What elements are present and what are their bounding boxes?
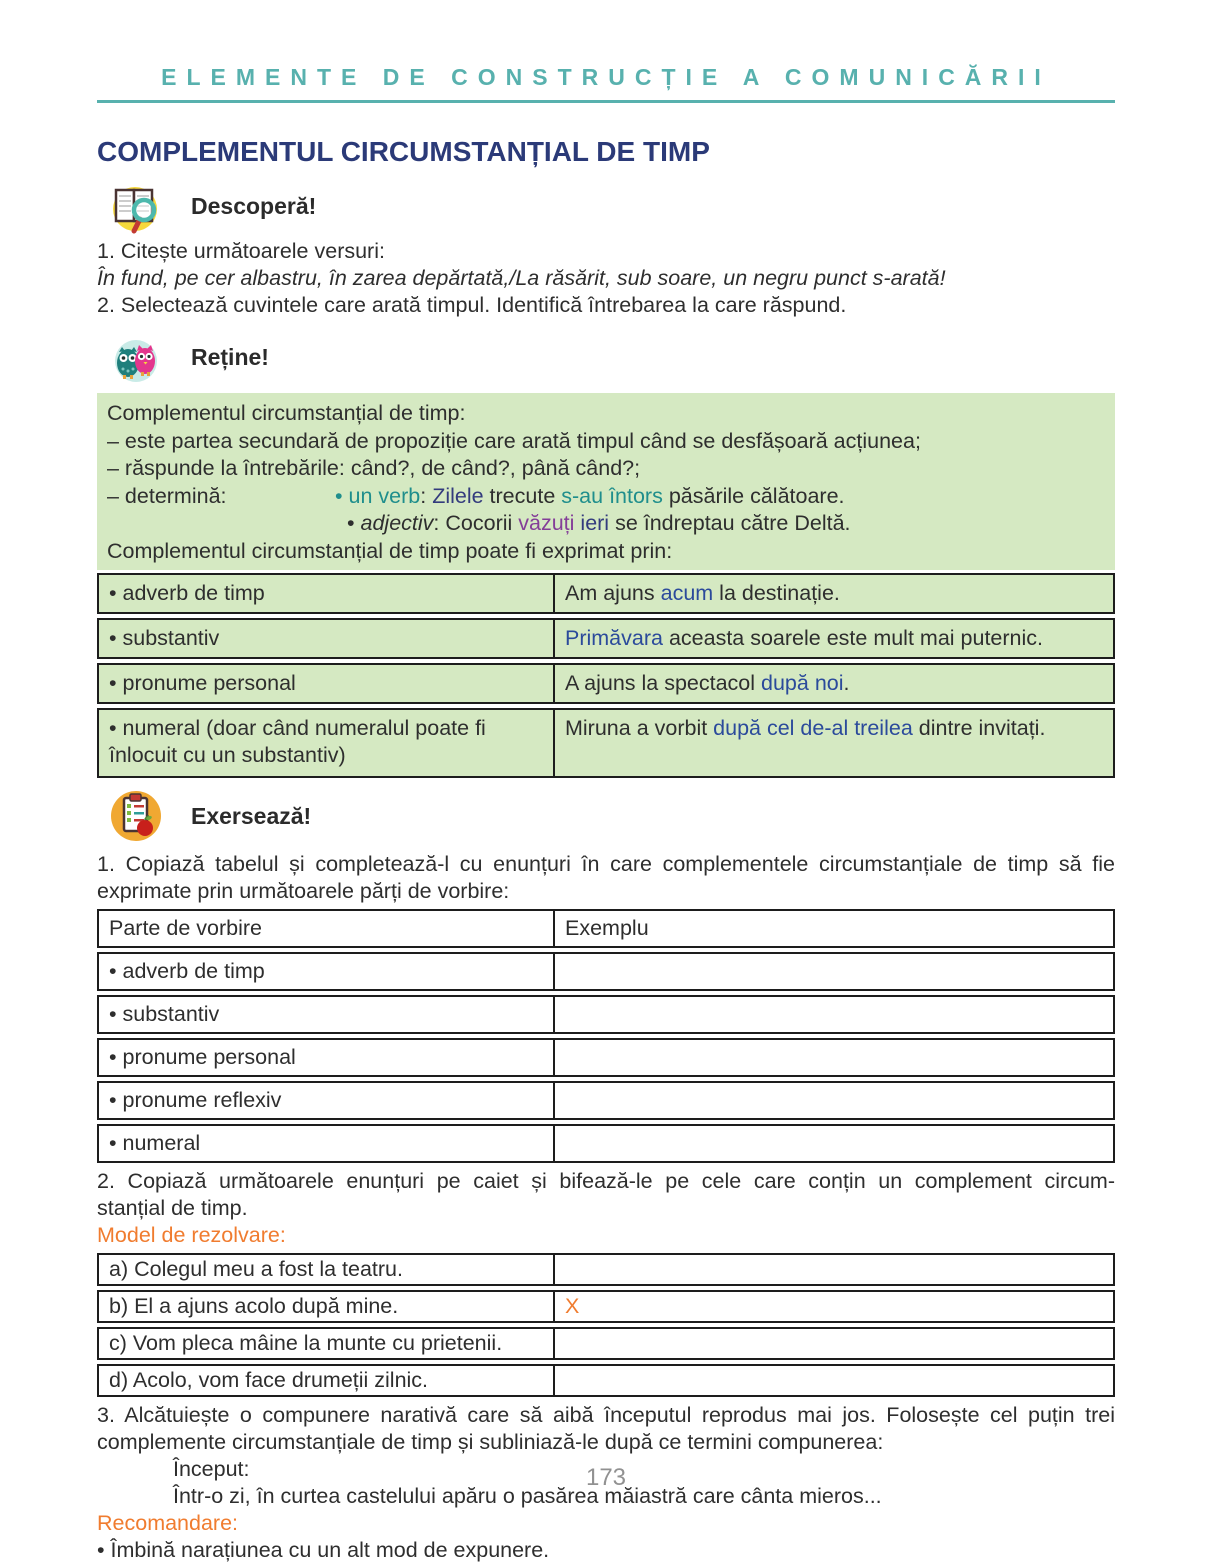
cell-part: • pronume personal (99, 1040, 555, 1075)
task-3-line-1: 3. Alcătuiește o compunere narativă care să aibă începutul reprodus mai jos. Folosește cel puțin trei (97, 1403, 1115, 1427)
lesson-title: COMPLEMENTUL CIRCUMSTANȚIAL DE TIMP (97, 136, 710, 167)
inceput-label: Început: (173, 1457, 250, 1481)
table-row (97, 573, 1115, 614)
verb-label: un verb (348, 483, 421, 508)
chapter-divider (97, 100, 1115, 103)
cell-example: Primăvara aceasta soarele este mult mai puternic. (565, 626, 1043, 650)
table-row (97, 1081, 1115, 1120)
page-number: 173 (585, 1464, 627, 1491)
table-header-row (97, 909, 1115, 948)
chapter-header: ELEMENTE DE CONSTRUCȚIE A COMUNICĂRII (161, 64, 1051, 90)
cell-part: • adverb de timp (99, 575, 555, 612)
discover-item-2: 2. Selectează cuvintele care arată timpul. Identifică întrebarea la care răspund. (97, 293, 847, 317)
task-1 (97, 851, 1115, 905)
table-row (97, 995, 1115, 1034)
cell-sentence: c) Vom pleca mâine la munte cu prietenii. (99, 1329, 555, 1358)
retain-heading: Reține! (191, 343, 269, 370)
cell-sentence: b) El a ajuns acolo după mine. (99, 1292, 555, 1321)
cell-check (555, 1329, 1113, 1358)
cell-check (555, 1366, 1113, 1395)
task-3-line-2: complemente circumstanțiale de timp și subliniază-le după ce termini compunerea: (97, 1430, 884, 1454)
task-1-line-2: exprimate prin următoarele părți de vorbire: (97, 879, 510, 903)
table-row (97, 952, 1115, 991)
table-row (97, 1290, 1115, 1323)
table-row (97, 618, 1115, 659)
cell-part: • substantiv (99, 997, 555, 1032)
parts-table (97, 909, 1115, 1163)
rule-line-1: – este partea secundară de propoziție care arată timpul când se desfășoară acțiunea; (107, 428, 921, 453)
cell-part: • numeral (99, 1126, 555, 1161)
cell-part: • substantiv (99, 620, 555, 657)
recommend-label: Recomandare: (97, 1511, 239, 1535)
inceput-text: Într-o zi, în curtea castelului apăru o pasărea măiastră care cânta mieros... (173, 1484, 882, 1508)
table-row (97, 1253, 1115, 1286)
recommend-text: • Îmbină narațiunea cu un alt mod de expunere. (97, 1538, 550, 1562)
table-row (97, 663, 1115, 704)
verb-example: • un verb: Zilele trecute s-au întors păsările călătoare. (335, 483, 845, 508)
cell-part: • adverb de timp (99, 954, 555, 989)
retain-header (97, 327, 1115, 387)
table-row (97, 1327, 1115, 1360)
cell-example: Am ajuns acum la destinație. (565, 581, 840, 605)
book-magnifier-icon (107, 177, 165, 235)
exercise-header (97, 786, 1115, 846)
rule-line-determina-adj: • adjectiv: Cocorii văzuți ieri se îndreptau către Deltă. (347, 511, 851, 535)
task-2-line-1: 2. Copiază următoarele enunțuri pe caiet și bifează-le pe cele care conțin un complement circum- (97, 1169, 1115, 1193)
model-label: Model de rezolvare: (97, 1223, 286, 1247)
owls-icon (107, 328, 165, 386)
table-row (97, 1038, 1115, 1077)
rule-box (97, 393, 1115, 570)
cell-example-empty (555, 997, 1113, 1032)
clipboard-apple-icon (107, 787, 165, 845)
verse-line: În fund, pe cer albastru, în zarea depărtată,/La răsărit, sub soare, un negru punct s-arată! (97, 266, 946, 290)
cell-check (555, 1255, 1113, 1284)
discover-heading: Descoperă! (191, 192, 317, 219)
cell-example: A ajuns la spectacol după noi. (565, 671, 850, 695)
table-row (97, 708, 1115, 778)
examples-table (97, 573, 1115, 778)
table-row (97, 1364, 1115, 1397)
task-2 (97, 1168, 1115, 1249)
cell-part: • pronume personal (99, 665, 555, 702)
model-table (97, 1253, 1115, 1397)
table-row (97, 1124, 1115, 1163)
header-cell-example: Exemplu (565, 916, 649, 940)
check-mark: X (565, 1294, 580, 1318)
header-cell-part: Parte de vorbire (99, 911, 555, 946)
adjective-label: adjectiv (360, 511, 434, 535)
cell-example-empty (555, 1040, 1113, 1075)
rule-box-closing: Complementul circumstanțial de timp poate fi exprimat prin: (107, 538, 673, 563)
cell-sentence: a) Colegul meu a fost la teatru. (99, 1255, 555, 1284)
determina-label: – determină: (107, 483, 227, 508)
discover-header (97, 176, 1115, 236)
task-1-line-1: 1. Copiază tabelul și completează-l cu enunțuri în care complementele circumstanțiale de timp să fie (97, 852, 1115, 876)
cell-example-empty (555, 1126, 1113, 1161)
exercise-heading: Exersează! (191, 802, 312, 829)
cell-example-empty (555, 1083, 1113, 1118)
cell-example: Miruna a vorbit după cel de-al treilea dintre invitați. (565, 716, 1046, 740)
discover-item-1: 1. Citește următoarele versuri: (97, 239, 385, 263)
cell-sentence: d) Acolo, vom face drumeții zilnic. (99, 1366, 555, 1395)
rule-line-2: – răspunde la întrebările: când?, de când?, până când?; (107, 456, 641, 480)
task-2-line-2: stanțial de timp. (97, 1196, 248, 1220)
cell-part: • pronume reflexiv (99, 1083, 555, 1118)
rule-line-determina-verb (107, 483, 1105, 511)
cell-part: • numeral (doar când numeralul poate fi înlocuit cu un substantiv) (99, 710, 555, 776)
rule-box-title: Complementul circumstanțial de timp: (107, 401, 466, 425)
cell-example-empty (555, 954, 1113, 989)
